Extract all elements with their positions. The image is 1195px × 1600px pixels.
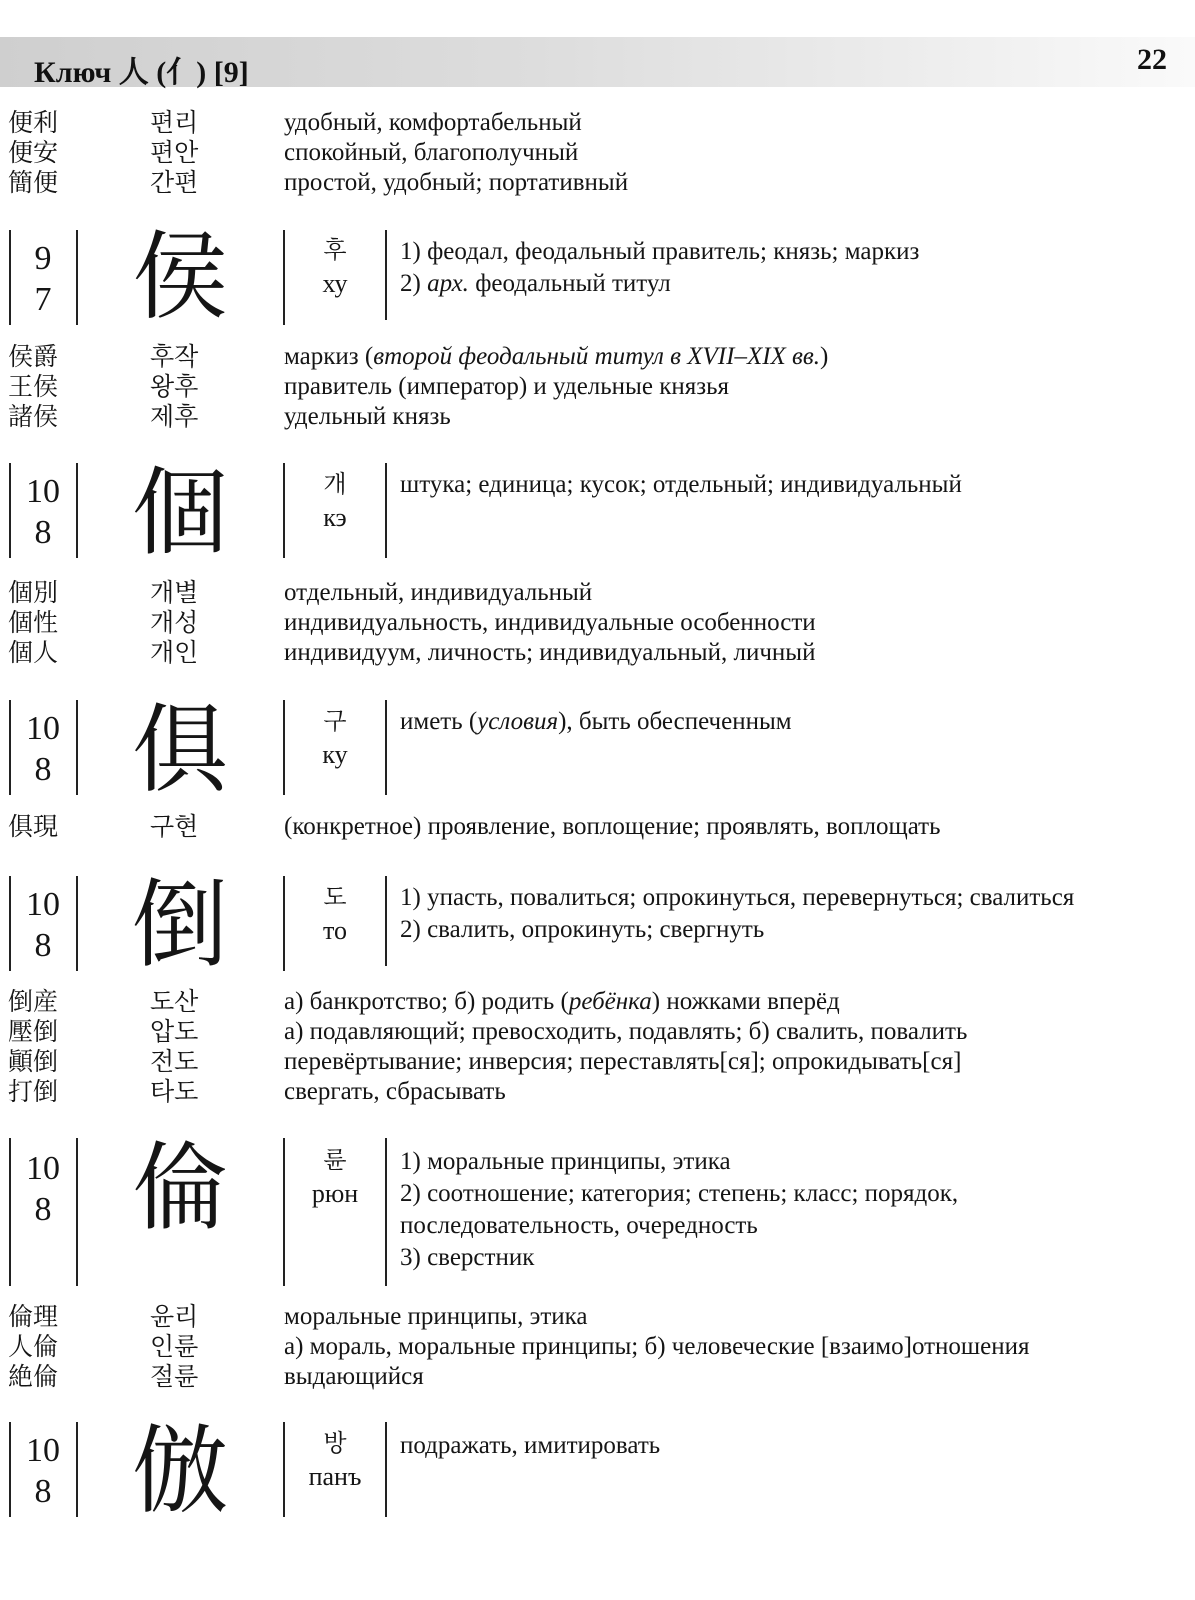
divider [76, 1422, 78, 1517]
stroke-total: 9 [34, 240, 52, 277]
compound-list [0, 987, 1195, 1107]
readings [286, 1427, 384, 1493]
russian-reading: кэ [323, 503, 347, 532]
compound-hangul: 제후 [150, 402, 199, 431]
meanings [400, 882, 1074, 946]
compound-hanja: 倫理 [8, 1302, 59, 1331]
compound-translation: моральные принципы, этика [284, 1303, 588, 1330]
compound-hanja: 顚倒 [8, 1047, 59, 1076]
stroke-extra: 7 [34, 281, 52, 318]
meaning-line: 2) соотношение; категория; степень; класс; порядок, [400, 1180, 959, 1207]
divider [283, 1422, 285, 1517]
stroke-counts [12, 884, 74, 966]
character-entry [0, 1132, 1195, 1286]
compound-hangul: 간편 [150, 168, 199, 197]
divider [76, 230, 78, 325]
compound-translation: простой, удобный; портативный [284, 169, 629, 196]
compound-hanja: 倒産 [8, 987, 59, 1016]
korean-reading: 개 [323, 470, 347, 498]
divider [9, 1138, 11, 1286]
page-number: 22 [1137, 43, 1167, 76]
compound-row [0, 1047, 1195, 1077]
divider [385, 1138, 387, 1286]
compound-row [0, 1332, 1195, 1362]
meaning-line: 1) упасть, повалиться; опрокинуться, перевернуться; свалиться [400, 884, 1075, 911]
korean-reading: 방 [323, 1429, 347, 1457]
stroke-total: 10 [26, 886, 60, 923]
compound-translation: правитель (император) и удельные князья [284, 373, 729, 400]
character-entry [0, 457, 1195, 569]
page-header [0, 37, 1195, 87]
compound-row [0, 402, 1195, 432]
compound-translation: (конкретное) проявление, воплощение; проявлять, воплощать [284, 813, 941, 840]
compound-hangul: 절륜 [150, 1362, 199, 1391]
headword-character: 俱 [132, 694, 228, 806]
compound-hangul: 도산 [150, 987, 199, 1016]
compound-hangul: 구현 [150, 812, 199, 841]
korean-reading: 도 [323, 883, 347, 911]
korean-reading: 륜 [323, 1146, 347, 1174]
divider [283, 230, 285, 325]
compound-hanja: 俱現 [8, 812, 59, 841]
meanings [400, 236, 919, 300]
stroke-extra: 8 [34, 1191, 52, 1228]
compound-list [0, 342, 1195, 432]
compound-hanja: 便安 [8, 138, 59, 167]
compound-hangul: 윤리 [150, 1302, 199, 1331]
divider [76, 463, 78, 558]
compound-hanja: 諸侯 [8, 402, 59, 431]
meaning-line: штука; единица; кусок; отдельный; индивидуальный [400, 471, 962, 498]
meaning-line: подражать, имитировать [400, 1432, 661, 1459]
compound-row [0, 1077, 1195, 1107]
page-title: Ключ 人 (亻) [9] [34, 56, 249, 89]
headword-character: 倣 [132, 1415, 228, 1527]
compound-hanja: 打倒 [8, 1077, 59, 1106]
readings [286, 705, 384, 771]
compound-hanja: 壓倒 [8, 1017, 59, 1046]
divider [9, 230, 11, 325]
meanings [400, 706, 792, 738]
meaning-line: 1) феодал, феодальный правитель; князь; маркиз [400, 238, 920, 265]
compound-hangul: 개별 [150, 578, 199, 607]
compound-translation: спокойный, благополучный [284, 139, 579, 166]
compound-translation: удельный князь [284, 403, 451, 430]
compound-list [0, 812, 1195, 842]
divider [385, 463, 387, 558]
divider [9, 876, 11, 971]
compound-translation: а) подавляющий; превосходить, подавлять; б) свалить, повалить [284, 1018, 968, 1045]
compound-hanja: 個別 [8, 578, 59, 607]
stroke-counts [12, 1430, 74, 1512]
meaning-abbr: арх. [427, 270, 469, 297]
compound-translation: а) мораль, моральные принципы; б) человеческие [взаимо]отношения [284, 1333, 1030, 1360]
compound-hangul: 개성 [150, 608, 199, 637]
readings [286, 468, 384, 534]
compound-hangul: 편안 [150, 138, 199, 167]
compound-row [0, 138, 1195, 168]
character-entry [0, 869, 1195, 981]
divider [283, 700, 285, 795]
divider [283, 876, 285, 971]
meaning-line: последовательность, очередность [400, 1212, 758, 1239]
divider [283, 1138, 285, 1286]
meaning-line: 2) свалить, опрокинуть; свергнуть [400, 916, 765, 943]
compound-hanja: 侯爵 [8, 342, 59, 371]
character-entry [0, 694, 1195, 806]
readings [286, 1144, 384, 1210]
russian-reading: панъ [308, 1462, 362, 1491]
readings [286, 881, 384, 947]
stroke-extra: 8 [34, 514, 52, 551]
korean-reading: 후 [323, 236, 347, 264]
russian-reading: рюн [311, 1179, 359, 1208]
compound-row [0, 342, 1195, 372]
meanings [400, 1146, 958, 1274]
meaning-line: 3) сверстник [400, 1244, 535, 1271]
headword-character: 侯 [132, 221, 228, 333]
compound-row [0, 812, 1195, 842]
compound-translation: удобный, комфортабельный [284, 109, 582, 136]
stroke-counts [12, 471, 74, 553]
compound-hangul: 타도 [150, 1077, 199, 1106]
compound-row [0, 1017, 1195, 1047]
compound-translation: индивидуум, личность; индивидуальный, личный [284, 639, 816, 666]
readings [286, 234, 384, 300]
headword-character: 倫 [132, 1132, 228, 1244]
compound-hanja: 個人 [8, 638, 59, 667]
meanings [400, 469, 962, 501]
divider [76, 1138, 78, 1286]
divider [283, 463, 285, 558]
headword-character: 個 [132, 457, 228, 569]
compound-list [0, 108, 1195, 198]
divider [76, 700, 78, 795]
compound-list [0, 578, 1195, 668]
headword-character: 倒 [132, 869, 228, 981]
compound-row [0, 1362, 1195, 1392]
divider [385, 230, 387, 320]
stroke-total: 10 [26, 1432, 60, 1469]
compound-row [0, 1302, 1195, 1332]
stroke-extra: 8 [34, 1473, 52, 1510]
divider [76, 876, 78, 971]
compound-hangul: 전도 [150, 1047, 199, 1076]
russian-reading: то [322, 916, 348, 945]
compound-translation: выдающийся [284, 1363, 424, 1390]
compound-row [0, 608, 1195, 638]
korean-reading: 구 [323, 707, 347, 735]
divider [385, 1422, 387, 1517]
stroke-total: 10 [26, 710, 60, 747]
stroke-counts [12, 708, 74, 790]
meaning-line: 2) арх. феодальный титул [400, 270, 671, 297]
stroke-total: 10 [26, 1150, 60, 1187]
compound-hanja: 便利 [8, 108, 59, 137]
compound-translation: свергать, сбрасывать [284, 1078, 506, 1105]
meanings [400, 1430, 660, 1462]
divider [9, 463, 11, 558]
compound-hangul: 개인 [150, 638, 199, 667]
stroke-extra: 8 [34, 927, 52, 964]
divider [9, 1422, 11, 1517]
compound-row [0, 108, 1195, 138]
compound-row [0, 578, 1195, 608]
stroke-counts [12, 238, 74, 320]
character-entry [0, 1415, 1195, 1527]
compound-hanja: 個性 [8, 608, 59, 637]
meaning-line: иметь (условия), быть обеспеченным [400, 708, 792, 735]
compound-row [0, 987, 1195, 1017]
compound-translation: индивидуальность, индивидуальные особенности [284, 609, 816, 636]
compound-translation: маркиз (второй феодальный титул в XVII–XIX вв.) [284, 343, 829, 370]
compound-hanja: 絶倫 [8, 1362, 59, 1391]
divider [385, 700, 387, 795]
compound-translation: перевёртывание; инверсия; переставлять[ся]; опрокидывать[ся] [284, 1048, 962, 1075]
stroke-counts [12, 1148, 74, 1230]
meaning-line: 1) моральные принципы, этика [400, 1148, 731, 1175]
compound-row [0, 168, 1195, 198]
compound-translation: отдельный, индивидуальный [284, 579, 593, 606]
stroke-total: 10 [26, 473, 60, 510]
compound-hanja: 人倫 [8, 1332, 59, 1361]
compound-row [0, 638, 1195, 668]
russian-reading: ху [322, 269, 348, 298]
compound-list [0, 1302, 1195, 1392]
compound-translation: а) банкротство; б) родить (ребёнка) ножками вперёд [284, 988, 840, 1015]
character-entry [0, 221, 1195, 333]
divider [9, 700, 11, 795]
compound-hangul: 인륜 [150, 1332, 199, 1361]
compound-hangul: 압도 [150, 1017, 199, 1046]
compound-row [0, 372, 1195, 402]
compound-hanja: 簡便 [8, 168, 59, 197]
compound-hangul: 왕후 [150, 372, 199, 401]
compound-hanja: 王侯 [8, 372, 59, 401]
russian-reading: ку [322, 740, 348, 769]
compound-hangul: 편리 [150, 108, 199, 137]
stroke-extra: 8 [34, 751, 52, 788]
divider [385, 876, 387, 966]
compound-hangul: 후작 [150, 342, 199, 371]
